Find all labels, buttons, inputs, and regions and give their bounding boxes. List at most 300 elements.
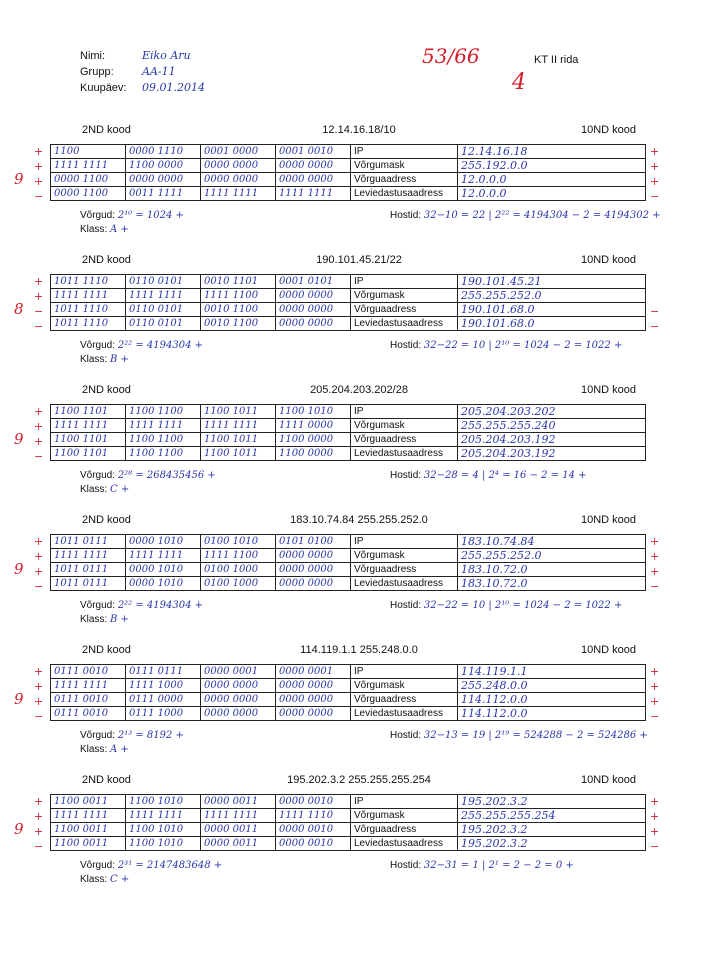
networks-value: 2²² = 4194304 +: [117, 340, 204, 351]
networks-line: [80, 600, 203, 611]
binary-octet: 0000 0000: [276, 173, 351, 187]
binary-octet: 1111 1100: [201, 549, 276, 563]
row-label: IP: [351, 405, 458, 419]
grade-mark: +: [650, 535, 660, 548]
row-label: Võrgumask: [351, 809, 458, 823]
decimal-value: 255.255.255.254: [458, 809, 646, 823]
grade-mark: +: [34, 665, 44, 678]
binary-octet: 1100 0000: [126, 159, 201, 173]
binary-octet: 1111 1111: [51, 809, 126, 823]
binary-octet: 1100: [51, 145, 126, 159]
binary-octet: 0001 0101: [276, 275, 351, 289]
table-row: [51, 159, 646, 173]
class-value: B +: [110, 354, 129, 365]
binary-octet: 1111 1110: [276, 809, 351, 823]
row-label: Võrguaadress: [351, 693, 458, 707]
binary-octet: 0000 0000: [276, 563, 351, 577]
networks-line: [80, 340, 203, 351]
binary-octet: 0111 1000: [126, 707, 201, 721]
binary-octet: 1111 1111: [51, 679, 126, 693]
table-row: [51, 317, 646, 331]
grade-mark: +: [34, 565, 44, 578]
row-label: Leviedastusaadress: [351, 837, 458, 851]
class-label: Klass:: [80, 744, 108, 755]
grade-mark: +: [34, 290, 44, 303]
grade-mark: +: [34, 275, 44, 288]
binary-octet: 0000 1110: [126, 145, 201, 159]
section-score: 9: [14, 560, 24, 578]
class-value: C +: [110, 484, 130, 495]
binary-octet: 0001 0000: [201, 145, 276, 159]
section-score: 9: [14, 820, 24, 838]
decimal-heading: 10ND kood: [580, 774, 636, 786]
decimal-heading: 10ND kood: [580, 644, 636, 656]
binary-octet: 0011 1111: [126, 187, 201, 201]
grade-mark: +: [34, 435, 44, 448]
binary-octet: 0111 0010: [51, 665, 126, 679]
hosts-label: Hostid:: [390, 470, 422, 481]
hosts-label: Hostid:: [390, 730, 422, 741]
grade-mark: +: [650, 665, 660, 678]
right-marks: [650, 794, 664, 854]
decimal-value: 255.248.0.0: [458, 679, 646, 693]
binary-octet: 0000 0000: [201, 707, 276, 721]
grade-mark: −: [650, 320, 660, 333]
binary-octet: 1100 1101: [51, 433, 126, 447]
grade-mark: +: [34, 535, 44, 548]
exercise-section: [0, 774, 718, 904]
binary-octet: 0111 0000: [126, 693, 201, 707]
row-label: Leviedastusaadress: [351, 187, 458, 201]
exercise-address: 12.14.16.18/10: [322, 124, 396, 136]
table-row: [51, 433, 646, 447]
grade-mark: +: [34, 795, 44, 808]
table-row: [51, 535, 646, 549]
binary-octet: 1011 1110: [51, 275, 126, 289]
networks-value: 2³¹ = 2147483648 +: [117, 860, 223, 871]
decimal-heading: 10ND kood: [580, 384, 636, 396]
total-score: 53/66: [422, 44, 480, 68]
binary-heading: 2ND kood: [82, 774, 131, 786]
address-table: [50, 534, 646, 591]
row-label: Leviedastusaadress: [351, 707, 458, 721]
networks-label: Võrgud:: [80, 600, 116, 611]
binary-octet: 1111 1111: [201, 187, 276, 201]
class-label: Klass:: [80, 614, 108, 625]
binary-octet: 1111 1111: [126, 549, 201, 563]
binary-octet: 1011 1110: [51, 317, 126, 331]
binary-octet: 0000 0010: [276, 837, 351, 851]
binary-octet: 1100 1101: [51, 447, 126, 461]
address-table: [50, 794, 646, 851]
date-label: Kuupäev:: [80, 82, 127, 94]
grade-mark: −: [34, 305, 44, 318]
binary-octet: 0000 0011: [201, 823, 276, 837]
grade-mark: +: [650, 680, 660, 693]
decimal-value: 195.202.3.2: [458, 837, 646, 851]
binary-octet: 0100 1000: [201, 577, 276, 591]
binary-octet: 1111 1111: [126, 289, 201, 303]
grade-mark: −: [34, 840, 44, 853]
section-score: 9: [14, 170, 24, 188]
binary-octet: 1100 1100: [126, 433, 201, 447]
table-row: [51, 837, 646, 851]
row-label: Leviedastusaadress: [351, 577, 458, 591]
decimal-value: 190.101.68.0: [458, 303, 646, 317]
hosts-line: [390, 340, 622, 351]
left-marks: [34, 274, 48, 334]
class-line: [80, 484, 129, 495]
binary-octet: 0000 1100: [51, 173, 126, 187]
binary-octet: 1100 0011: [51, 823, 126, 837]
grade-mark: +: [34, 550, 44, 563]
binary-octet: 0001 0010: [276, 145, 351, 159]
binary-octet: 0110 0101: [126, 275, 201, 289]
binary-octet: 0000 1100: [51, 187, 126, 201]
row-label: IP: [351, 145, 458, 159]
binary-octet: 0000 0000: [276, 577, 351, 591]
binary-octet: 0100 1010: [201, 535, 276, 549]
binary-octet: 0000 0000: [276, 317, 351, 331]
address-table: [50, 274, 646, 331]
binary-octet: 1111 1111: [276, 187, 351, 201]
decimal-value: 183.10.72.0: [458, 563, 646, 577]
binary-octet: 0000 0001: [276, 665, 351, 679]
table-row: [51, 563, 646, 577]
binary-octet: 1011 0111: [51, 535, 126, 549]
exercise-section: [0, 254, 718, 384]
grade-mark: −: [650, 580, 660, 593]
binary-octet: 0000 1010: [126, 577, 201, 591]
networks-label: Võrgud:: [80, 860, 116, 871]
class-line: [80, 744, 129, 755]
section-score: 8: [14, 300, 24, 318]
grade-mark: +: [650, 825, 660, 838]
binary-octet: 0000 0000: [201, 173, 276, 187]
binary-octet: 0000 0000: [276, 289, 351, 303]
grade-mark: [650, 404, 664, 419]
grade-mark: +: [650, 565, 660, 578]
grade-mark: +: [650, 810, 660, 823]
networks-label: Võrgud:: [80, 730, 116, 741]
binary-octet: 0000 0000: [201, 679, 276, 693]
decimal-value: 255.255.252.0: [458, 549, 646, 563]
grade-mark: 4: [512, 70, 526, 95]
binary-octet: 1111 1111: [51, 549, 126, 563]
binary-octet: 0110 0101: [126, 303, 201, 317]
exercise-section: [0, 514, 718, 644]
class-value: C +: [110, 874, 130, 885]
grade-mark: −: [650, 710, 660, 723]
binary-octet: 1011 1110: [51, 303, 126, 317]
hosts-value: 32−31 = 1 | 2¹ = 2 − 2 = 0 +: [423, 860, 574, 871]
row-label: Võrguaadress: [351, 563, 458, 577]
hosts-label: Hostid:: [390, 340, 422, 351]
table-row: [51, 275, 646, 289]
networks-line: [80, 210, 184, 221]
table-row: [51, 303, 646, 317]
binary-octet: 1100 1010: [276, 405, 351, 419]
binary-octet: 1100 1010: [126, 837, 201, 851]
binary-octet: 1111 1111: [51, 289, 126, 303]
networks-label: Võrgud:: [80, 210, 116, 221]
binary-octet: 1100 0000: [276, 433, 351, 447]
grade-mark: +: [34, 825, 44, 838]
binary-octet: 0000 0000: [276, 679, 351, 693]
table-row: [51, 795, 646, 809]
grade-mark: +: [650, 145, 660, 158]
decimal-value: 183.10.74.84: [458, 535, 646, 549]
binary-octet: 0000 1010: [126, 535, 201, 549]
grade-mark: −: [34, 710, 44, 723]
binary-octet: 1111 1111: [51, 159, 126, 173]
exercise-address: 195.202.3.2 255.255.255.254: [287, 774, 431, 786]
left-marks: [34, 404, 48, 464]
exercise-section: [0, 384, 718, 514]
networks-value: 2²⁸ = 268435456 +: [117, 470, 216, 481]
binary-octet: 0000 0011: [201, 795, 276, 809]
binary-octet: 1111 1111: [126, 419, 201, 433]
binary-octet: 0000 0001: [201, 665, 276, 679]
decimal-value: 195.202.3.2: [458, 795, 646, 809]
grade-mark: +: [650, 795, 660, 808]
table-row: [51, 809, 646, 823]
table-row: [51, 447, 646, 461]
hosts-value: 32−28 = 4 | 2⁴ = 16 − 2 = 14 +: [423, 470, 587, 481]
address-table: [50, 144, 646, 201]
hosts-label: Hostid:: [390, 210, 422, 221]
decimal-heading: 10ND kood: [580, 124, 636, 136]
table-row: [51, 679, 646, 693]
binary-heading: 2ND kood: [82, 644, 131, 656]
binary-heading: 2ND kood: [82, 254, 131, 266]
binary-octet: 0000 1010: [126, 563, 201, 577]
binary-octet: 1011 0111: [51, 563, 126, 577]
decimal-value: 183.10.72.0: [458, 577, 646, 591]
binary-octet: 1100 1101: [51, 405, 126, 419]
binary-octet: 1111 1100: [201, 289, 276, 303]
decimal-heading: 10ND kood: [580, 254, 636, 266]
row-label: Võrguaadress: [351, 433, 458, 447]
row-label: Võrgumask: [351, 289, 458, 303]
grade-mark: +: [650, 695, 660, 708]
binary-octet: 1011 0111: [51, 577, 126, 591]
decimal-value: 190.101.68.0: [458, 317, 646, 331]
binary-octet: 1100 0011: [51, 795, 126, 809]
binary-octet: 0100 1000: [201, 563, 276, 577]
hosts-value: 32−22 = 10 | 2¹⁰ = 1024 − 2 = 1022 +: [423, 340, 623, 351]
table-row: [51, 707, 646, 721]
decimal-heading: 10ND kood: [580, 514, 636, 526]
decimal-value: 205.204.203.192: [458, 433, 646, 447]
class-label: Klass:: [80, 874, 108, 885]
left-marks: [34, 664, 48, 724]
grade-mark: [650, 289, 664, 304]
table-row: [51, 549, 646, 563]
right-marks: [650, 274, 664, 334]
class-value: A +: [110, 224, 129, 235]
name-value: Eiko Aru: [142, 49, 191, 62]
exercise-address: 190.101.45.21/22: [316, 254, 402, 266]
networks-line: [80, 860, 222, 871]
exercise-section: [0, 644, 718, 774]
row-label: IP: [351, 275, 458, 289]
group-label: Grupp:: [80, 66, 114, 78]
decimal-value: 255.255.255.240: [458, 419, 646, 433]
grade-mark: −: [650, 190, 660, 203]
binary-octet: 1111 0000: [276, 419, 351, 433]
student-header: [80, 48, 205, 96]
exercise-address: 205.204.203.202/28: [310, 384, 408, 396]
grade-mark: +: [650, 550, 660, 563]
hosts-value: 32−13 = 19 | 2¹⁹ = 524288 − 2 = 524286 +: [423, 730, 648, 741]
grade-mark: +: [34, 810, 44, 823]
grade-mark: +: [34, 680, 44, 693]
left-marks: [34, 534, 48, 594]
right-marks: [650, 664, 664, 724]
grade-mark: −: [34, 580, 44, 593]
networks-value: 2²² = 4194304 +: [117, 600, 204, 611]
binary-octet: 0000 0000: [201, 159, 276, 173]
address-table: [50, 664, 646, 721]
left-marks: [34, 794, 48, 854]
hosts-line: [390, 470, 587, 481]
grade-mark: +: [34, 405, 44, 418]
grade-mark: +: [650, 160, 660, 173]
hosts-label: Hostid:: [390, 860, 422, 871]
row-label: Võrguaadress: [351, 823, 458, 837]
grade-mark: +: [650, 175, 660, 188]
date-value: 09.01.2014: [142, 81, 205, 94]
decimal-value: 114.112.0.0: [458, 707, 646, 721]
networks-label: Võrgud:: [80, 470, 116, 481]
address-table: [50, 404, 646, 461]
exercise-address: 114.119.1.1 255.248.0.0: [300, 644, 418, 656]
networks-value: 2¹⁰ = 1024 +: [117, 210, 184, 221]
section-score: 9: [14, 690, 24, 708]
grade-mark: −: [34, 190, 44, 203]
binary-octet: 0000 0000: [276, 693, 351, 707]
binary-heading: 2ND kood: [82, 384, 131, 396]
binary-octet: 0000 0000: [276, 707, 351, 721]
binary-octet: 1111 1111: [201, 419, 276, 433]
binary-octet: 1111 1111: [201, 809, 276, 823]
class-value: A +: [110, 744, 129, 755]
test-title: KT II rida: [534, 54, 579, 66]
exercise-address: 183.10.74.84 255.255.252.0: [290, 514, 428, 526]
right-marks: [650, 404, 664, 464]
binary-octet: 0000 0010: [276, 795, 351, 809]
hosts-line: [390, 860, 574, 871]
binary-octet: 1100 1011: [201, 447, 276, 461]
group-value: AA-11: [142, 65, 176, 78]
right-marks: [650, 144, 664, 204]
decimal-value: 12.0.0.0: [458, 187, 646, 201]
binary-octet: 0111 0111: [126, 665, 201, 679]
table-row: [51, 577, 646, 591]
binary-octet: 1100 1100: [126, 447, 201, 461]
exercise-section: [0, 124, 718, 254]
decimal-value: 190.101.45.21: [458, 275, 646, 289]
binary-octet: 1100 0011: [51, 837, 126, 851]
binary-octet: 0000 0000: [126, 173, 201, 187]
decimal-value: 12.0.0.0: [458, 173, 646, 187]
class-label: Klass:: [80, 224, 108, 235]
binary-octet: 0000 0000: [276, 549, 351, 563]
binary-octet: 0010 1101: [201, 275, 276, 289]
binary-octet: 0000 0000: [276, 303, 351, 317]
decimal-value: 195.202.3.2: [458, 823, 646, 837]
hosts-value: 32−22 = 10 | 2¹⁰ = 1024 − 2 = 1022 +: [423, 600, 623, 611]
decimal-value: 255.255.252.0: [458, 289, 646, 303]
class-line: [80, 354, 129, 365]
binary-octet: 0010 1100: [201, 317, 276, 331]
networks-value: 2¹³ = 8192 +: [117, 730, 184, 741]
grade-mark: [650, 434, 664, 449]
table-row: [51, 289, 646, 303]
hosts-line: [390, 730, 648, 741]
binary-octet: 0000 0011: [201, 837, 276, 851]
row-label: IP: [351, 795, 458, 809]
grade-mark: +: [34, 160, 44, 173]
row-label: Võrguaadress: [351, 303, 458, 317]
binary-octet: 0000 0000: [201, 693, 276, 707]
grade-mark: [650, 449, 664, 464]
binary-octet: 1100 1010: [126, 795, 201, 809]
row-label: IP: [351, 535, 458, 549]
table-row: [51, 823, 646, 837]
table-row: [51, 173, 646, 187]
table-row: [51, 693, 646, 707]
grade-mark: −: [34, 450, 44, 463]
binary-octet: 0110 0101: [126, 317, 201, 331]
binary-octet: 1100 1011: [201, 405, 276, 419]
grade-mark: +: [34, 145, 44, 158]
networks-line: [80, 730, 184, 741]
binary-octet: 1100 1011: [201, 433, 276, 447]
table-row: [51, 665, 646, 679]
row-label: Võrgumask: [351, 549, 458, 563]
binary-octet: 1100 1100: [126, 405, 201, 419]
binary-octet: 1100 1010: [126, 823, 201, 837]
table-row: [51, 187, 646, 201]
hosts-label: Hostid:: [390, 600, 422, 611]
grade-mark: −: [650, 840, 660, 853]
binary-octet: 1111 1111: [51, 419, 126, 433]
class-label: Klass:: [80, 354, 108, 365]
class-line: [80, 224, 129, 235]
binary-octet: 1100 0000: [276, 447, 351, 461]
left-marks: [34, 144, 48, 204]
name-label: Nimi:: [80, 50, 106, 62]
row-label: Võrgumask: [351, 679, 458, 693]
binary-octet: 0000 0010: [276, 823, 351, 837]
binary-octet: 1111 1000: [126, 679, 201, 693]
grade-mark: +: [34, 695, 44, 708]
grade-mark: −: [650, 305, 660, 318]
networks-line: [80, 470, 216, 481]
grade-mark: [650, 274, 664, 289]
class-value: B +: [110, 614, 129, 625]
binary-octet: 0000 0000: [276, 159, 351, 173]
decimal-value: 114.112.0.0: [458, 693, 646, 707]
hosts-value: 32−10 = 22 | 2²² = 4194304 − 2 = 4194302 +: [423, 210, 661, 221]
networks-label: Võrgud:: [80, 340, 116, 351]
decimal-value: 205.204.203.192: [458, 447, 646, 461]
binary-heading: 2ND kood: [82, 124, 131, 136]
decimal-value: 205.204.203.202: [458, 405, 646, 419]
grade-mark: [650, 419, 664, 434]
